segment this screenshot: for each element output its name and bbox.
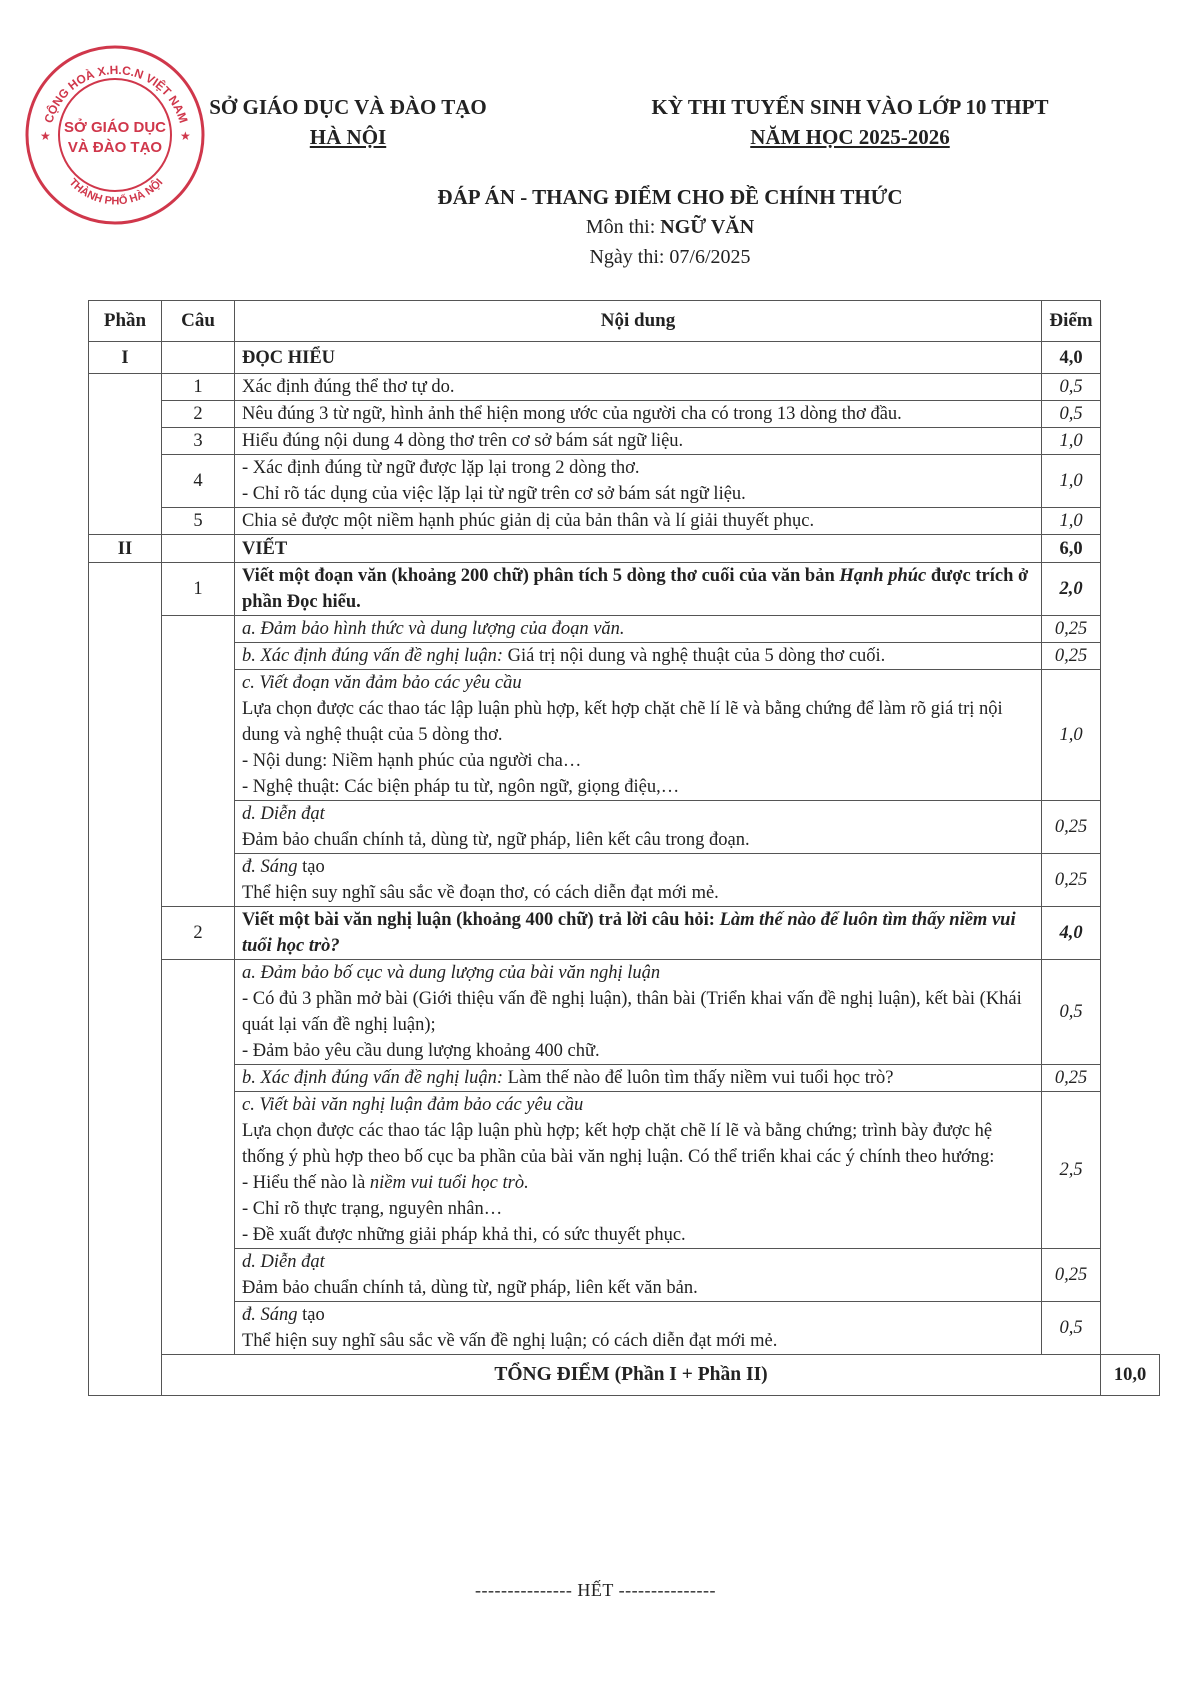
content-line: Lựa chọn được các thao tác lập luận phù hợp, kết hợp chặt chẽ lí lẽ và bằng chứng để làm rõ giá trị nội dung và nghệ thuật của 5 dòng thơ. bbox=[242, 699, 1003, 745]
criterion-d bbox=[235, 1249, 1042, 1302]
empty-cell bbox=[162, 960, 235, 1355]
question-number: 3 bbox=[162, 428, 235, 455]
question-prompt bbox=[235, 563, 1042, 616]
empty-cell bbox=[162, 616, 235, 907]
criterion-score: 1,0 bbox=[1042, 670, 1101, 801]
part1-score: 4,0 bbox=[1042, 342, 1101, 374]
criterion-b bbox=[235, 1065, 1042, 1092]
criterion-label: đ. Sáng bbox=[242, 857, 298, 877]
question-number: 5 bbox=[162, 508, 235, 535]
criterion-text: Làm thế nào để luôn tìm thấy niềm vui tuổi học trò? bbox=[503, 1068, 894, 1088]
table-row bbox=[89, 960, 1160, 1065]
table-row bbox=[89, 1065, 1160, 1092]
criterion-label-rest: tạo bbox=[297, 857, 325, 877]
table-header-row bbox=[89, 301, 1160, 342]
stamp-star-left-icon: ★ bbox=[40, 129, 51, 143]
content-line: - Đảm bảo yêu cầu dung lượng khoảng 400 chữ. bbox=[242, 1041, 600, 1061]
table-row bbox=[89, 374, 1160, 401]
question-number: 2 bbox=[162, 401, 235, 428]
criterion-b bbox=[235, 643, 1042, 670]
issuer-header bbox=[178, 92, 518, 152]
part1-number: I bbox=[89, 342, 162, 374]
header-diem: Điểm bbox=[1042, 301, 1101, 342]
criterion-score: 0,25 bbox=[1042, 616, 1101, 643]
total-row bbox=[89, 1355, 1160, 1396]
question-content bbox=[235, 455, 1042, 508]
question-content: Xác định đúng thể thơ tự do. bbox=[235, 374, 1042, 401]
stamp-line2: VÀ ĐÀO TẠO bbox=[67, 139, 163, 156]
part1-row bbox=[89, 342, 1160, 374]
question-content: Chia sẻ được một niềm hạnh phúc giản dị của bản thân và lí giải thuyết phục. bbox=[235, 508, 1042, 535]
content-line: - Nội dung: Niềm hạnh phúc của người cha… bbox=[242, 751, 582, 771]
stamp-line1: SỞ GIÁO DỤC bbox=[64, 119, 166, 136]
content-line: - Chỉ rõ thực trạng, nguyên nhân… bbox=[242, 1199, 503, 1219]
table-row bbox=[89, 455, 1160, 508]
criterion-c bbox=[235, 1092, 1042, 1249]
end-marker: --------------- HẾT --------------- bbox=[475, 1580, 716, 1600]
exam-date: Ngày thi: 07/6/2025 bbox=[589, 246, 751, 268]
content-line: - Đề xuất được những giải pháp khả thi, có sức thuyết phục. bbox=[242, 1225, 686, 1245]
content-line: - Chỉ rõ tác dụng của việc lặp lại từ ngữ trên cơ sở bám sát ngữ liệu. bbox=[242, 484, 746, 504]
table-row bbox=[89, 563, 1160, 616]
question-score: 1,0 bbox=[1042, 455, 1101, 508]
question-score: 4,0 bbox=[1042, 907, 1101, 960]
criterion-score: 0,25 bbox=[1042, 854, 1101, 907]
criterion-d bbox=[235, 801, 1042, 854]
prompt-text: Viết một bài văn nghị luận (khoảng 400 chữ) trả lời câu hỏi: bbox=[242, 910, 720, 930]
criterion-label-rest: tạo bbox=[297, 1305, 325, 1325]
criterion-score: 0,25 bbox=[1042, 1249, 1101, 1302]
part2-score: 6,0 bbox=[1042, 535, 1101, 563]
question-number: 1 bbox=[162, 374, 235, 401]
criterion-label: b. Xác định đúng vấn đề nghị luận: bbox=[242, 1068, 504, 1088]
criterion-label: b. Xác định đúng vấn đề nghị luận: bbox=[242, 646, 504, 666]
question-score: 0,5 bbox=[1042, 401, 1101, 428]
part2-row bbox=[89, 535, 1160, 563]
exam-header bbox=[600, 92, 1100, 152]
part2-number: II bbox=[89, 535, 162, 563]
content-line: Thể hiện suy nghĩ sâu sắc về vấn đề nghị luận; có cách diễn đạt mới mẻ. bbox=[242, 1331, 778, 1351]
part2-title: VIẾT bbox=[235, 535, 1042, 563]
header-phan: Phần bbox=[89, 301, 162, 342]
empty-cell bbox=[162, 342, 235, 374]
table-row bbox=[89, 643, 1160, 670]
question-score: 0,5 bbox=[1042, 374, 1101, 401]
empty-cell bbox=[89, 374, 162, 535]
header-cau: Câu bbox=[162, 301, 235, 342]
content-line: Đảm bảo chuẩn chính tả, dùng từ, ngữ pháp, liên kết câu trong đoạn. bbox=[242, 830, 750, 850]
question-content: Hiểu đúng nội dung 4 dòng thơ trên cơ sở bám sát ngữ liệu. bbox=[235, 428, 1042, 455]
total-score: 10,0 bbox=[1101, 1355, 1160, 1396]
content-line bbox=[242, 1170, 1034, 1196]
table-row bbox=[89, 508, 1160, 535]
criterion-e bbox=[235, 854, 1042, 907]
table-row bbox=[89, 401, 1160, 428]
criterion-label: c. Viết bài văn nghị luận đảm bảo các yêu cầu bbox=[242, 1095, 584, 1115]
content-italic: niềm vui tuổi học trò. bbox=[369, 1173, 529, 1193]
table-row bbox=[89, 670, 1160, 801]
criterion-a bbox=[235, 960, 1042, 1065]
question-score: 1,0 bbox=[1042, 428, 1101, 455]
table-row bbox=[89, 801, 1160, 854]
table-row bbox=[89, 616, 1160, 643]
question-score: 1,0 bbox=[1042, 508, 1101, 535]
subject-label: Môn thi: bbox=[585, 216, 661, 238]
table-row bbox=[89, 854, 1160, 907]
header-noi-dung: Nội dung bbox=[235, 301, 1042, 342]
criterion-label-line bbox=[242, 854, 1034, 880]
criterion-label: đ. Sáng bbox=[242, 1305, 298, 1325]
question-number: 4 bbox=[162, 455, 235, 508]
empty-cell bbox=[89, 563, 162, 1396]
question-prompt bbox=[235, 907, 1042, 960]
criterion-label: d. Diễn đạt bbox=[242, 804, 325, 824]
prompt-text: được trích ở phần Đọc hiểu. bbox=[242, 566, 1029, 612]
criterion-score: 0,5 bbox=[1042, 1302, 1101, 1355]
issuer-line1: SỞ GIÁO DỤC VÀ ĐÀO TẠO bbox=[209, 95, 487, 119]
exam-line1: KỲ THI TUYỂN SINH VÀO LỚP 10 THPT bbox=[651, 95, 1049, 119]
content-line: Đảm bảo chuẩn chính tả, dùng từ, ngữ pháp, liên kết văn bản. bbox=[242, 1278, 698, 1298]
question-number: 2 bbox=[162, 907, 235, 960]
document-title: ĐÁP ÁN - THANG ĐIỂM CHO ĐỀ CHÍNH THỨC bbox=[437, 185, 903, 209]
content-line: Thể hiện suy nghĩ sâu sắc về đoạn thơ, có cách diễn đạt mới mẻ. bbox=[242, 883, 719, 903]
table-row bbox=[89, 1092, 1160, 1249]
answer-key-table bbox=[88, 300, 1160, 1396]
prompt-italic: Làm thế nào để luôn tìm thấy niềm vui tuổi học trò? bbox=[242, 910, 1016, 956]
exam-line2: NĂM HỌC 2025-2026 bbox=[750, 125, 950, 149]
stamp-bottom-text: THÀNH PHỐ HÀ NỘI bbox=[66, 176, 166, 208]
content-line: - Xác định đúng từ ngữ được lặp lại trong 2 dòng thơ. bbox=[242, 458, 640, 478]
table-row bbox=[89, 1249, 1160, 1302]
content-line: Lựa chọn được các thao tác lập luận phù hợp; kết hợp chặt chẽ lí lẽ và bằng chứng; trình bày được hệ thống ý phù hợp theo bố cục ba phần của bài văn nghị luận. Có thể triển khai các ý chính theo hướng: bbox=[242, 1121, 995, 1167]
criterion-c bbox=[235, 670, 1042, 801]
criterion-score: 0,25 bbox=[1042, 801, 1101, 854]
criterion-score: 0,5 bbox=[1042, 960, 1101, 1065]
criterion-score: 0,25 bbox=[1042, 643, 1101, 670]
content-line: - Nghệ thuật: Các biện pháp tu từ, ngôn ngữ, giọng điệu,… bbox=[242, 777, 680, 797]
stamp-star-right-icon: ★ bbox=[180, 129, 191, 143]
criterion-label: d. Diễn đạt bbox=[242, 1252, 325, 1272]
issuer-line2: HÀ NỘI bbox=[309, 125, 387, 149]
subject-line bbox=[300, 212, 1040, 242]
stamp-top-text: CỘNG HOÀ X.H.C.N VIỆT NAM bbox=[41, 62, 191, 125]
part1-title: ĐỌC HIỂU bbox=[235, 342, 1042, 374]
question-content: Nêu đúng 3 từ ngữ, hình ảnh thể hiện mong ước của người cha có trong 13 dòng thơ đầu. bbox=[235, 401, 1042, 428]
criterion-e bbox=[235, 1302, 1042, 1355]
table-row bbox=[89, 428, 1160, 455]
criterion-score: 2,5 bbox=[1042, 1092, 1101, 1249]
prompt-text: Viết một đoạn văn (khoảng 200 chữ) phân tích 5 dòng thơ cuối của văn bản bbox=[242, 566, 840, 586]
subject-name: NGỮ VĂN bbox=[660, 216, 755, 238]
question-number: 1 bbox=[162, 563, 235, 616]
prompt-italic: Hạnh phúc bbox=[839, 566, 927, 586]
table-row bbox=[89, 907, 1160, 960]
criterion-label-line bbox=[242, 1302, 1034, 1328]
criterion-label: c. Viết đoạn văn đảm bảo các yêu cầu bbox=[242, 673, 522, 693]
document-title-block bbox=[300, 182, 1040, 272]
question-score: 2,0 bbox=[1042, 563, 1101, 616]
table-row bbox=[89, 1302, 1160, 1355]
criterion-label: a. Đảm bảo bố cục và dung lượng của bài văn nghị luận bbox=[242, 963, 661, 983]
content-text: - Hiểu thế nào là bbox=[242, 1173, 370, 1193]
criterion-a: a. Đảm bảo hình thức và dung lượng của đoạn văn. bbox=[235, 616, 1042, 643]
empty-cell bbox=[162, 535, 235, 563]
criterion-text: Giá trị nội dung và nghệ thuật của 5 dòng thơ cuối. bbox=[503, 646, 886, 666]
criterion-score: 0,25 bbox=[1042, 1065, 1101, 1092]
total-label: TỔNG ĐIỂM (Phần I + Phần II) bbox=[162, 1355, 1101, 1396]
content-line: - Có đủ 3 phần mở bài (Giới thiệu vấn đề nghị luận), thân bài (Triển khai vấn đề nghị luận), kết bài (Khái quát lại vấn đề nghị luận); bbox=[242, 989, 1022, 1035]
